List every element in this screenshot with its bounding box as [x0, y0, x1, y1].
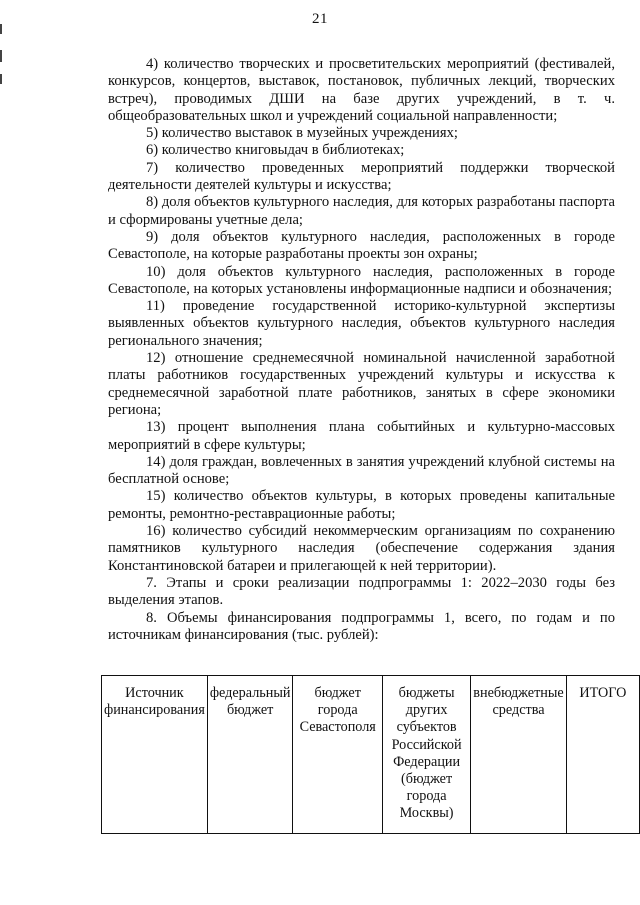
paragraph-item-14: 14) доля граждан, вовлеченных в занятия учреждений клубной системы на бесплатной основе;: [108, 453, 615, 488]
header-extrabudgetary: внебюджетные средства: [471, 676, 566, 834]
paragraph-item-13: 13) процент выполнения плана событийных и культурно-массовых мероприятий в сфере культуры;: [108, 419, 615, 453]
header-total: ИТОГО: [566, 676, 639, 834]
page-number: 21: [312, 11, 328, 27]
financing-table: [101, 675, 640, 834]
header-federal-budget: федеральный бюджет: [207, 676, 293, 834]
paragraph-item-5: 5) количество выставок в музейных учреждениях;: [146, 125, 458, 142]
header-source: Источник финансирования: [102, 676, 208, 834]
table-header-row: [102, 676, 640, 834]
paragraph-item-12: 12) отношение среднемесячной номинальной начисленной заработной платы работников государственных учреждений культуры и искусства к среднемесячной заработной плате работников, занятых в сфере экономики региона;: [108, 350, 615, 418]
document-body: [108, 56, 615, 644]
paragraph-item-8: 8) доля объектов культурного наследия, для которых разработаны паспорта и сформированы учетные дела;: [108, 194, 615, 228]
paragraph-item-11: 11) проведение государственной историко-культурной экспертизы выявленных объектов культурного наследия, объектов культурного наследия регионального значения;: [108, 298, 615, 349]
paragraph-item-9: 9) доля объектов культурного наследия, расположенных в городе Севастополе, на которые разработаны проекты зон охраны;: [108, 228, 615, 263]
paragraph-item-4: 4) количество творческих и просветительских мероприятий (фестивалей, конкурсов, концертов, выставок, постановок, публичных лекций, творческих встреч), проводимых ДШИ на базе других учреждений, в т. ч. общеобразовательных школ и учреждений социальной направленности;: [108, 56, 615, 124]
paragraph-item-6: 6) количество книговыдач в библиотеках;: [146, 142, 405, 159]
header-sevastopol-budget: бюджет города Севастополя: [293, 676, 382, 834]
header-other-regions-budget: бюджеты других субъектов Российской Федерации (бюджет города Москвы): [382, 676, 470, 834]
paragraph-item-15: 15) количество объектов культуры, в которых проведены капитальные ремонты, ремонтно-реставрационные работы;: [108, 488, 615, 522]
section-8-financing: 8. Объемы финансирования подпрограммы 1, всего, по годам и по источникам финансирования (тыс. рублей):: [108, 609, 615, 643]
section-7-stages: 7. Этапы и сроки реализации подпрограммы 1: 2022–2030 годы без выделения этапов.: [108, 574, 615, 609]
paragraph-item-10: 10) доля объектов культурного наследия, расположенных в городе Севастополе, на которых установлены информационные надписи и обозначения;: [108, 263, 615, 297]
paragraph-item-7: 7) количество проведенных мероприятий поддержки творческой деятельности деятелей культуры и искусства;: [108, 159, 615, 194]
paragraph-item-16: 16) количество субсидий некоммерческим организациям по сохранению памятников культурного наследия (обеспечение содержания здания Константиновской батареи и прилегающей к ней территории).: [108, 523, 615, 574]
